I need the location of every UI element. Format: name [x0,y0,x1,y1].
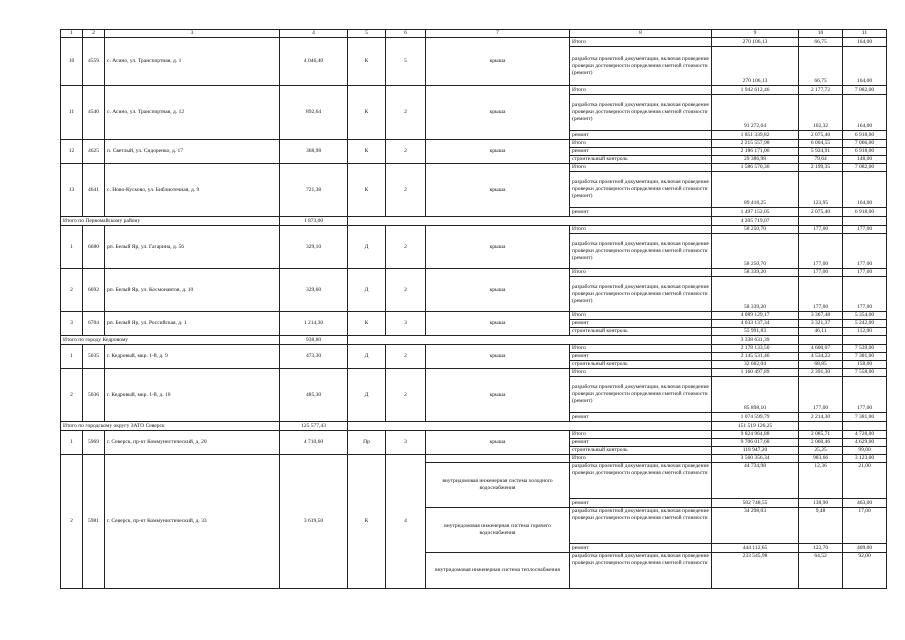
unit-cost-value: 4 600,07 [799,345,843,353]
cost-value: 4 033 137,34 [712,320,799,328]
work-type: ремонт [570,353,712,361]
limit-value: 177,00 [843,269,887,277]
unit-cost-value: 2 085,71 [799,431,843,439]
cost-value: 32 602,04 [712,361,799,369]
limit-value: 99,00 [843,447,887,455]
unit-cost-value: 2 075,40 [799,208,843,217]
wall-material: К [348,312,386,336]
element-type: крыша [426,345,570,369]
work-type: ремонт [570,131,712,140]
unit-cost-value: 2 391,30 [799,369,843,377]
limit-value: 7 381,00 [843,353,887,361]
empty-cell [799,422,843,431]
cost-value: 4 089 129,17 [712,312,799,320]
column-header: 1 [61,30,83,38]
object-area: 4 710,60 [280,431,348,455]
work-type: разработка проектной документации, включая проведение проверки достоверности определения сметной стоимости (ремонт) [570,95,712,131]
wall-material: К [348,164,386,217]
cost-value: 9 706 017,68 [712,439,799,447]
unit-cost-value: 66,75 [799,38,843,47]
cost-value: 55 991,83 [712,328,799,336]
unit-cost-value: 983,66 [799,455,843,463]
object-code: 6692 [83,269,105,312]
limit-value: 21,00 [843,463,887,499]
table-row [61,422,887,431]
cost-value: 58 250,70 [712,234,799,269]
object-address: с. Ново-Кусково, ул. Библиотечная, д. 9 [105,164,280,217]
limit-value: 7 558,00 [843,369,887,377]
unit-cost-value: 79,64 [799,156,843,164]
unit-cost-value: 2 214,30 [799,413,843,422]
work-type: Итого [570,269,712,277]
table-row [61,86,887,95]
element-type: внутридомовая инженерная система теплоснабжения [426,553,570,589]
row-number: 1 [61,226,83,269]
cost-value: 9 824 964,88 [712,431,799,439]
unit-cost-value: 138,90 [799,499,843,508]
limit-value: 92,00 [843,553,887,589]
cost-value: 2 145 531,46 [712,353,799,361]
work-type: ремонт [570,499,712,508]
wall-material: Д [348,345,386,369]
element-type: крыша [426,431,570,455]
limit-value: 177,00 [843,234,887,269]
column-header: 2 [83,30,105,38]
work-type: ремонт [570,544,712,553]
wall-material: Д [348,226,386,269]
unit-cost-value: 64,52 [799,553,843,589]
table-row [61,164,887,172]
floors: 2 [386,369,426,422]
work-type: Итого [570,86,712,95]
wall-material: Пр [348,431,386,455]
object-address: рп. Белый Яр, ул. Космонавтов, д. 10 [105,269,280,312]
cost-value: 44 734,98 [712,463,799,499]
limit-value: 148,00 [843,156,887,164]
unit-cost-value: 66,75 [799,47,843,86]
cost-value: 34 298,03 [712,508,799,544]
floors: 2 [386,86,426,140]
cost-value: 58 339,20 [712,269,799,277]
element-type: внутридомовая инженерная система холодного водоснабжения [426,463,570,508]
work-type: ремонт [570,439,712,447]
element-type: внутридомовая инженерная система горячего водоснабжения [426,508,570,553]
work-type: Итого [570,38,712,47]
object-address: п. Светлый, ул. Сидоренко, д. 17 [105,140,280,164]
table-row [61,30,887,38]
work-type: ремонт [570,320,712,328]
element-type: крыша [426,164,570,217]
element-type: крыша [426,140,570,164]
table-row [61,38,887,47]
object-address: г. Кедровый, мкр. 1-й, д. 10 [105,369,280,422]
cost-value: 233 545,98 [712,553,799,589]
subtotal-area: 1 873,00 [280,217,348,226]
empty-cell [426,455,570,463]
unit-cost-value: 177,00 [799,226,843,234]
cost-value: 29 386,98 [712,156,799,164]
unit-cost-value: 2 075,40 [799,131,843,140]
wall-material: К [348,140,386,164]
unit-cost-value: 3 321,37 [799,320,843,328]
table-row [61,345,887,353]
object-area: 892,64 [280,86,348,140]
element-type: крыша [426,312,570,336]
cost-value: 58 339,20 [712,277,799,312]
object-code: 5969 [83,431,105,455]
work-type: разработка проектной документации, включая проведение проверки достоверности определения сметной стоимости (ремонт) [570,172,712,208]
object-code: 4641 [83,164,105,217]
table-row [61,217,887,226]
object-address: рп. Белый Яр, ул. Гагарина, д. 56 [105,226,280,269]
object-code: 4540 [83,86,105,140]
object-area: 329,60 [280,269,348,312]
cost-value: 89 418,25 [712,172,799,208]
limit-value: 409,00 [843,544,887,553]
work-type: строительный контроль [570,156,712,164]
cost-value: 3 560 356,34 [712,455,799,463]
work-type: Итого [570,140,712,148]
limit-value: 6 918,00 [843,131,887,140]
work-type: ремонт [570,148,712,156]
object-code: 6704 [83,312,105,336]
work-type: разработка проектной документации, включая проведение проверки достоверности определения сметной стоимости [570,463,712,499]
limit-value: 7 381,00 [843,413,887,422]
limit-value: 177,00 [843,277,887,312]
wall-material: К [348,86,386,140]
object-address: с. Асино, ул. Транспортная, д. 12 [105,86,280,140]
column-header: 10 [799,30,843,38]
table-row [61,312,887,320]
unit-cost-value: 102,32 [799,95,843,131]
column-header: 6 [386,30,426,38]
column-header: 4 [280,30,348,38]
object-area: 3 619,50 [280,455,348,589]
unit-cost-value: 177,00 [799,269,843,277]
empty-cell [348,336,712,345]
cost-value: 2 178 133,50 [712,345,799,353]
object-area: 329,10 [280,226,348,269]
empty-cell [348,422,712,431]
work-type: Итого [570,312,712,320]
limit-value: 164,00 [843,47,887,86]
unit-cost-value: 2 060,46 [799,439,843,447]
unit-cost-value: 9,48 [799,508,843,544]
work-type: Итого [570,164,712,172]
work-type: Итого [570,431,712,439]
work-type: разработка проектной документации, включая проведение проверки достоверности определения сметной стоимости (ремонт) [570,47,712,86]
limit-value: 112,00 [843,328,887,336]
table-row [61,269,887,277]
table-row [61,431,887,439]
element-type: крыша [426,226,570,269]
limit-value: 6 918,00 [843,208,887,217]
unit-cost-value: 177,00 [799,377,843,413]
cost-value: 118 947,20 [712,447,799,455]
object-code: 4559 [83,38,105,86]
wall-material: К [348,38,386,86]
object-area: 473,30 [280,345,348,369]
subtotal-value: 4 205 719,07 [712,217,799,226]
unit-cost-value: 12,36 [799,463,843,499]
limit-value: 158,00 [843,361,887,369]
object-address: г. Кедровый, мкр. 1-й, д. 9 [105,345,280,369]
object-address: г. Северск, пр-кт Коммунистический, д. 20 [105,431,280,455]
empty-cell [799,217,843,226]
empty-cell [348,217,712,226]
object-code: 4625 [83,140,105,164]
subtotal-area: 125 577,43 [280,422,348,431]
floors: 3 [386,312,426,336]
work-type: Итого [570,226,712,234]
cost-value: 1 074 599,79 [712,413,799,422]
work-type: строительный контроль [570,447,712,455]
wall-material: К [348,455,386,589]
row-number: 12 [61,140,83,164]
object-address: с. Асино, ул. Транспортная, д. 1 [105,38,280,86]
column-header: 11 [843,30,887,38]
cost-value: 1 586 570,30 [712,164,799,172]
work-type: Итого [570,345,712,353]
table-row [61,455,887,463]
subtotal-label: Итого по городу Кедровому [61,336,280,345]
limit-value: 7 082,00 [843,86,887,95]
object-code: 5036 [83,369,105,422]
unit-cost-value: 2 199,35 [799,164,843,172]
unit-cost-value: 122,70 [799,544,843,553]
limit-value: 3 123,00 [843,455,887,463]
object-area: 1 214,30 [280,312,348,336]
wall-material: Д [348,369,386,422]
unit-cost-value: 4 534,22 [799,353,843,361]
limit-value: 177,00 [843,226,887,234]
unit-cost-value: 177,00 [799,234,843,269]
limit-value: 6 918,00 [843,148,887,156]
table-row [61,140,887,148]
unit-cost-value: 2 177,72 [799,86,843,95]
floors: 2 [386,140,426,164]
object-address: рп. Белый Яр, ул. Российская, д. 1 [105,312,280,336]
unit-cost-value: 6 004,55 [799,140,843,148]
row-number: 1 [61,431,83,455]
work-type: ремонт [570,413,712,422]
work-type: Итого [570,455,712,463]
limit-value: 463,00 [843,499,887,508]
row-number: 3 [61,312,83,336]
limit-value: 164,00 [843,38,887,47]
element-type: крыша [426,269,570,312]
limit-value: 177,00 [843,377,887,413]
cost-value: 2 215 557,98 [712,140,799,148]
capital-repair-table [60,29,887,589]
cost-value: 444 112,65 [712,544,799,553]
work-type: строительный контроль [570,328,712,336]
limit-value: 4 728,00 [843,431,887,439]
empty-cell [843,217,887,226]
cost-value: 2 186 171,00 [712,148,799,156]
floors: 2 [386,226,426,269]
row-number: 2 [61,269,83,312]
row-number: 2 [61,455,83,589]
element-type: крыша [426,86,570,140]
cost-value: 1 851 339,82 [712,131,799,140]
work-type: разработка проектной документации, включая проведение проверки достоверности определения сметной стоимости (ремонт) [570,234,712,269]
limit-value: 4 629,00 [843,439,887,447]
unit-cost-value: 3 367,48 [799,312,843,320]
cost-value: 270 106,13 [712,38,799,47]
limit-value: 5 354,00 [843,312,887,320]
subtotal-label: Итого по городскому округу ЗАТО Северск [61,422,280,431]
object-area: 721,38 [280,164,348,217]
unit-cost-value: 68,85 [799,361,843,369]
subtotal-label: Итого по Первомайскому району [61,217,280,226]
work-type: разработка проектной документации, включая проведение проверки достоверности определения сметной стоимости (ремонт) [570,277,712,312]
cost-value: 91 272,64 [712,95,799,131]
column-header: 3 [105,30,280,38]
cost-value: 502 748,55 [712,499,799,508]
work-type: строительный контроль [570,361,712,369]
floors: 5 [386,38,426,86]
element-type: крыша [426,369,570,422]
column-header: 8 [570,30,712,38]
wall-material: Д [348,269,386,312]
cost-value: 1 942 612,46 [712,86,799,95]
limit-value: 164,00 [843,172,887,208]
work-type: Итого [570,369,712,377]
subtotal-value: 3 338 631,39 [712,336,799,345]
subtotal-value: 151 519 126,25 [712,422,799,431]
cost-value: 1 497 152,05 [712,208,799,217]
floors: 4 [386,455,426,589]
work-type: разработка проектной документации, включая проведение проверки достоверности определения сметной стоимости [570,508,712,544]
table-row [61,369,887,377]
cost-value: 1 160 497,89 [712,369,799,377]
table-row [61,226,887,234]
work-type: разработка проектной документации, включая проведение проверки достоверности определения сметной стоимости (ремонт) [570,377,712,413]
object-code: 5981 [83,455,105,589]
empty-cell [799,336,843,345]
object-code: 6680 [83,226,105,269]
unit-cost-value: 46,11 [799,328,843,336]
row-number: 1 [61,345,83,369]
floors: 2 [386,345,426,369]
subtotal-area: 938,80 [280,336,348,345]
cost-value: 58 250,70 [712,226,799,234]
work-type: ремонт [570,208,712,217]
limit-value: 7 066,00 [843,140,887,148]
floors: 3 [386,431,426,455]
limit-value: 5 242,00 [843,320,887,328]
unit-cost-value: 177,00 [799,277,843,312]
limit-value: 17,00 [843,508,887,544]
unit-cost-value: 123,95 [799,172,843,208]
floors: 2 [386,164,426,217]
row-number: 11 [61,86,83,140]
object-address: г. Северск, пр-кт Коммунистический, д. 33 [105,455,280,589]
limit-value: 7 539,00 [843,345,887,353]
floors: 2 [386,269,426,312]
limit-value: 7 082,00 [843,164,887,172]
table-row [61,336,887,345]
cost-value: 85 898,10 [712,377,799,413]
row-number: 13 [61,164,83,217]
limit-value: 164,00 [843,95,887,131]
column-header: 5 [348,30,386,38]
empty-cell [843,422,887,431]
object-area: 368,98 [280,140,348,164]
object-area: 4 046,40 [280,38,348,86]
unit-cost-value: 5 924,91 [799,148,843,156]
work-type: разработка проектной документации, включая проведение проверки достоверности определения сметной стоимости [570,553,712,589]
column-header: 7 [426,30,570,38]
object-code: 5035 [83,345,105,369]
column-header: 9 [712,30,799,38]
row-number: 10 [61,38,83,86]
row-number: 2 [61,369,83,422]
unit-cost-value: 25,25 [799,447,843,455]
object-area: 485,30 [280,369,348,422]
element-type: крыша [426,38,570,86]
empty-cell [843,336,887,345]
cost-value: 270 106,13 [712,47,799,86]
